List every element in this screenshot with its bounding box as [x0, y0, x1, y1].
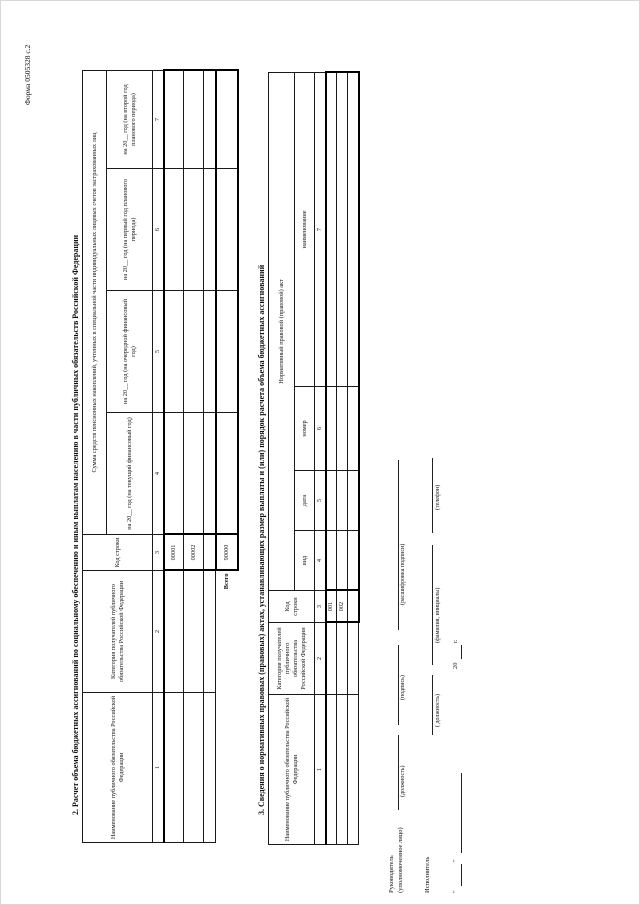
- s3-colnum: 2: [315, 623, 326, 695]
- s3-cell: [326, 72, 337, 386]
- s3-cell: [348, 531, 359, 591]
- date-quote-close: ": [452, 859, 459, 862]
- exec-position-line: [432, 675, 433, 735]
- s3-cell: [348, 623, 359, 695]
- s3-header-row-code: Код строки: [269, 591, 315, 623]
- table-row: [326, 72, 337, 844]
- s3-cell: [326, 623, 337, 695]
- head-position-caption: (должность): [400, 765, 406, 797]
- head-position-line: [398, 735, 399, 810]
- s3-row-code: 001: [326, 591, 337, 623]
- s2-row-code: 00002: [184, 535, 204, 571]
- exec-phone-caption: (телефон): [435, 484, 441, 510]
- s3-colnum: 3: [315, 591, 326, 623]
- s2-cell: [204, 413, 216, 535]
- s2-colnum: 4: [153, 413, 164, 535]
- s2-cell: [204, 571, 216, 693]
- s3-header-number: номер: [295, 387, 315, 471]
- s2-cell: [184, 571, 204, 693]
- s2-header-sum-group: Сумма средств пенсионных накоплений, учтенных в специальной части индивидуальных лицевых счетов застрахованных лиц: [83, 70, 107, 534]
- s2-cell: [164, 413, 184, 535]
- s2-cell: [164, 70, 184, 168]
- s2-colnum: 1: [153, 693, 164, 843]
- section2-title: 2. Расчет объема бюджетных ассигнований по социальному обеспечению и иным выплатам населению в части публичных обязательств Российской Федерации: [71, 234, 80, 815]
- s2-colnum: 7: [153, 70, 164, 168]
- s3-colnum: 7: [315, 72, 326, 386]
- date-month-line: [461, 773, 462, 853]
- s2-cell: [204, 169, 216, 291]
- s3-cell: [348, 591, 359, 623]
- date-day-line: [461, 864, 462, 886]
- s3-cell: [337, 623, 348, 695]
- s2-colnum: 6: [153, 169, 164, 291]
- total-row: [216, 70, 238, 842]
- s3-colnum: 4: [315, 531, 326, 591]
- date-year-line: [461, 645, 462, 659]
- table-row: [164, 70, 184, 842]
- date-year-prefix: 20: [452, 662, 459, 669]
- s2-cell: [184, 693, 204, 843]
- s2-cell: [204, 291, 216, 413]
- s2-cell: [184, 291, 204, 413]
- s3-header-date: дата: [295, 471, 315, 531]
- table-row: [204, 70, 216, 842]
- s2-colnum: 3: [153, 535, 164, 571]
- s2-cell: [216, 413, 238, 535]
- s2-header-year-first: на 20__ год (на первый год планового периода): [107, 169, 153, 291]
- s2-cell: [216, 169, 238, 291]
- exec-phone-line: [432, 458, 433, 533]
- head-label: Руководитель: [388, 855, 395, 893]
- s3-colnum: 5: [315, 471, 326, 531]
- s2-cell: [204, 70, 216, 168]
- s3-cell: [326, 695, 337, 845]
- s2-cell: [164, 693, 184, 843]
- s3-cell: [337, 387, 348, 471]
- date-year-suffix: г.: [452, 639, 459, 643]
- s2-cell: [164, 571, 184, 693]
- s3-colnum: 6: [315, 387, 326, 471]
- executor-label: Исполнитель: [424, 856, 431, 893]
- s2-total-code: 90000: [216, 535, 238, 571]
- exec-position-caption: ( должность): [435, 694, 441, 727]
- table-row: [348, 72, 359, 844]
- table-row: [184, 70, 204, 842]
- s3-header-act-name: наименование: [295, 72, 315, 386]
- s3-cell: [348, 695, 359, 845]
- head-signature-caption: (подпись): [400, 675, 406, 700]
- s2-total-label: Всего: [222, 573, 230, 590]
- head-decoding-line: [398, 460, 399, 630]
- s3-cell: [337, 471, 348, 531]
- s3-cell: [337, 695, 348, 845]
- s3-colnum: 1: [315, 695, 326, 845]
- date-quote-open: ": [452, 890, 459, 893]
- s2-cell: [216, 291, 238, 413]
- s2-header-year-second: на 20__ год (на второй год планового периода): [107, 70, 153, 168]
- s2-cell: [184, 169, 204, 291]
- section2-table: [82, 69, 239, 843]
- s2-header-row-code: Код строки: [83, 535, 153, 571]
- form-code: Форма 0505328 с.2: [23, 44, 32, 105]
- s3-cell: [326, 471, 337, 531]
- table-row: [337, 72, 348, 844]
- s3-cell: [337, 72, 348, 386]
- head-signature-line: [398, 645, 399, 725]
- s3-cell: [326, 387, 337, 471]
- s2-cell: [204, 693, 216, 843]
- s3-row-code: 002: [337, 591, 348, 623]
- section3-table: [268, 71, 360, 845]
- s2-cell: [204, 535, 216, 571]
- head-sub-label: (уполномоченное лицо): [397, 827, 404, 893]
- s2-colnum: 2: [153, 571, 164, 693]
- s2-header-year-next: на 20__ год (на очередной финансовый год): [107, 291, 153, 413]
- s3-header-act-group: Нормативный правовой (правовой) акт: [269, 72, 295, 590]
- exec-name-line: [432, 545, 433, 665]
- s2-empty: [216, 693, 238, 843]
- s2-cell: [184, 413, 204, 535]
- s3-cell: [348, 387, 359, 471]
- s2-cell: [164, 169, 184, 291]
- s2-cell: [216, 70, 238, 168]
- s3-cell: [348, 471, 359, 531]
- s2-header-category: Категория получателей публичного обязательства Российской Федерации: [83, 571, 153, 693]
- s3-cell: [337, 531, 348, 591]
- s3-cell: [326, 531, 337, 591]
- s3-header-category: Категория получателей публичного обязательства Российской Федерации: [269, 623, 315, 695]
- s2-header-name: Наименование публичного обязательства Российской Федерации: [83, 693, 153, 843]
- s2-header-year-current: на 20__ год (на текущий финансовый год): [107, 413, 153, 535]
- s3-cell: [348, 72, 359, 386]
- exec-name-caption: (фамилия, инициалы): [435, 587, 441, 643]
- s2-colnum: 5: [153, 291, 164, 413]
- head-decoding-caption: (расшифровка подписи): [400, 543, 406, 605]
- s3-header-type: вид: [295, 531, 315, 591]
- section3-title: 3. Сведения о нормативных правовых (правовых) актах, устанавливающих размер выплаты и (или) порядок расчета объема бюджетных ассигнований: [257, 264, 266, 815]
- s2-row-code: 00001: [164, 535, 184, 571]
- s3-header-name: Наименование публичного обязательства Российской Федерации: [269, 695, 315, 845]
- s2-cell: [184, 70, 204, 168]
- s2-cell: [164, 291, 184, 413]
